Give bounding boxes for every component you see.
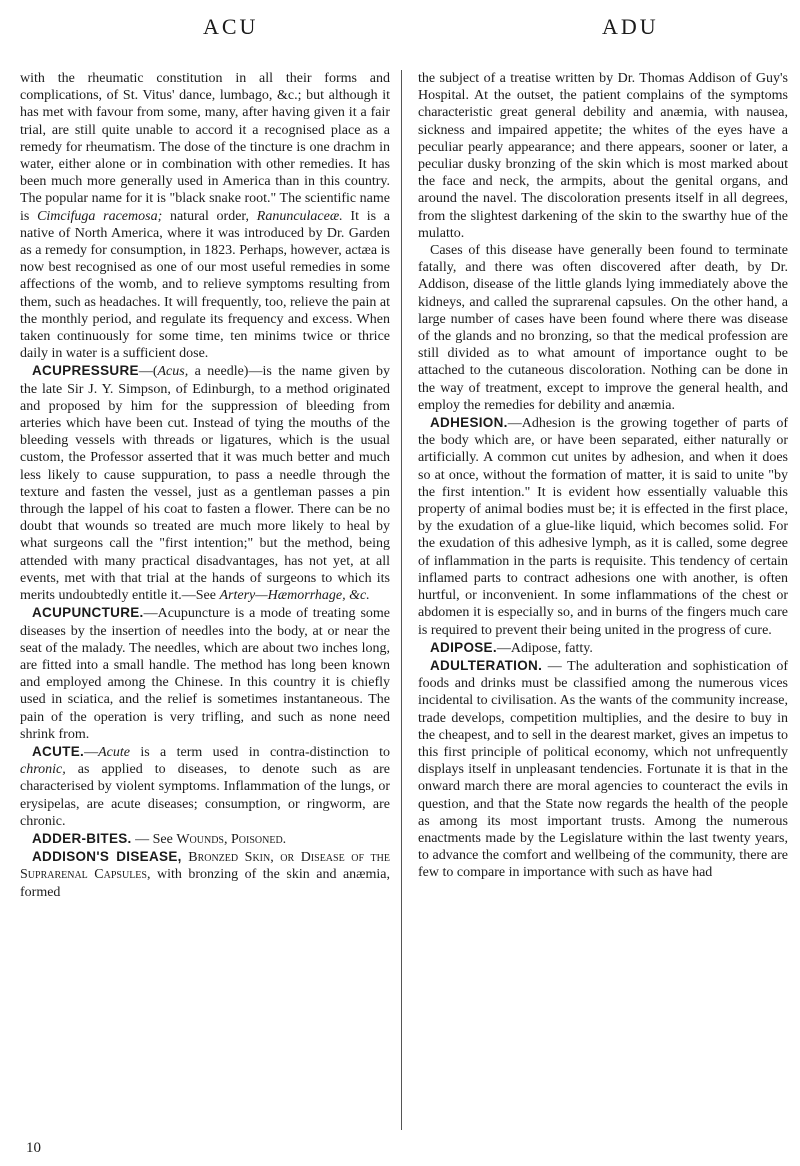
header-left-guide: ACU [203, 14, 259, 39]
right-column [418, 70, 788, 882]
header-right-guide: ADU [602, 14, 659, 39]
actaea-continuation: with the rheumatic constitution in all their forms and complications, of St. Vitus' dance, lumbago, &c.; but although it has met with favour from some, many, after having given it a fair trial, are still quite unable to accord it a recognised place as a remedy for rheumatism. The dose of the tincture is one drachm in water, either alone or in combination with other remedies. It has been much more generally used in America than in this country. The popular name for it is "black snake root." The scientific name is Cimcifuga racemosa; natural order, Ranunculaceæ. It is a native of North America, where it was introduced by Dr. Garden as a remedy for consumption, in 1823. Perhaps, however, actæa is now best recognised as one of our most useful remedies in some affections of the womb, and to relieve symptoms resulting from them, such as headaches. It will frequently, too, relieve the pain at the monthly period, and regulate its frequency and excess. When taken continuously for some time, ten minims twice or thrice daily in water is a sufficient dose. [20, 71, 390, 362]
entry-adder-bites: ADDER-BITES. — See Wounds, Poisoned. [32, 830, 287, 847]
entry-adhesion: ADHESION.—Adhesion is the growing together of parts of the body which are, or have been separated, either naturally or artificially. A common cut unites by adhesion, and when it does so at once, without the formation of matter, it is said to unite "by the first intention." It is evident how essentially valuable this property of animal bodies must be; it is effected in the first place, by the exudation of a glue-like liquid, which becomes solid. For the exudation of this adhesive lymph, as it is called, some degree of inflammation in the parts is requisite. This tendency of certain inflamed parts to contract adhesions one with another, is often hurtful, or inconvenient. In some inflammations of the chest or abdomen it is especially so, and in burns of the fingers much care is required to prevent their being united in the progress of cure. [418, 415, 788, 638]
headword-adder-bites: ADDER-BITES. [32, 830, 132, 846]
column-divider [401, 70, 402, 1130]
addison-cases-paragraph: Cases of this disease have generally been found to terminate fatally, and there was often discovered after death, by Dr. Addison, disease of the little glands lying immediately above the kidneys, and called the suprarenal capsules. On the other hand, a large number of cases have been found where there was disease of the glands and no bronzing, so that the medical profession are still divided as to what amount of importance ought to be attached to the cutaneous discoloration. Nothing can be done in the way of treatment, except to improve the general health, and employ the remedies for debility and anæmia. [418, 243, 788, 413]
headword-acupressure: ACUPRESSURE [32, 363, 139, 379]
entry-addisons-disease: ADDISON'S DISEASE, Bronzed Skin, or Disease of the Suprarenal Capsules, with bronzing of the skin and anæmia, formed [20, 849, 390, 900]
entry-acute: ACUTE.—Acute is a term used in contra-distinction to chronic, as applied to diseases, to denote such as are characterised by violent symptoms. Inflammation of the lungs, or erysipelas, are acute diseases; consumption, or ringworm, are chronic. [20, 743, 390, 829]
left-column [20, 70, 390, 901]
entry-acupuncture: ACUPUNCTURE.—Acupuncture is a mode of treating some diseases by the insertion of needles into the body, at or near the seat of the malady. The needles, which are about two inches long, are fitted into a small handle. The method has long been known and employed among the Chinese. In this country it is chiefly used in sciatica, and the relief is sometimes instantaneous. The pain of the operation is very trifling, and such as none need shrink from. [20, 605, 390, 742]
running-header [0, 14, 800, 54]
entry-acupressure: ACUPRESSURE—(Acus, a needle)—is the name given by the late Sir J. Y. Simpson, of Edinburgh, to a method originated and proposed by him for the suppression of bleeding from arteries which have been cut. Instead of tying the mouths of the bleeding vessels with threads or ligatures, which is the usual custom, the Professor asserted that it was much better and much less likely to cause suppuration, to pass a needle through the texture and fasten the vessel, just as a gentleman passes a pin through the lappel of his coat to fasten a flower. There can be no doubt that wounds so treated are much more likely to heal by what surgeons call the "first intention;" but the method, being attended with many practical disadvantages, has not yet, at all events, met with that trial at the hands of surgeons to which its merits undoubtedly entitle it.—See Artery—Hæmorrhage, &c. [20, 363, 390, 604]
headword-acupuncture: ACUPUNCTURE. [32, 605, 144, 621]
headword-acute: ACUTE. [32, 743, 85, 759]
headword-addisons-disease: ADDISON'S DISEASE, [32, 849, 182, 865]
entry-adulteration: ADULTERATION. — The adulteration and sophistication of foods and drinks must be classified among the numerous vices incidental to civilisation. As the wants of the community increase, trade develops, competition multiplies, and the desire to buy in the cheapest, and to sell in the dearest market, gives an impetus to this first principle of political economy, which not unfrequently displays itself in unpleasant tendencies. Fortunate it is that in the onward march there are moral agencies to counteract the evils in question, and that the State now regards the health of the people as among its most important trusts. Among the numerous enactments made by the Legislature within the last twenty years, to advance the comfort and wellbeing of the community, there are few to compare in importance with such as have had [418, 657, 788, 881]
cross-reference: Wounds, Poisoned. [176, 831, 287, 847]
headword-adipose: ADIPOSE. [430, 639, 497, 655]
entry-adipose: ADIPOSE.—Adipose, fatty. [430, 639, 593, 656]
cross-reference: Artery—Hæmorrhage, &c. [219, 588, 370, 604]
headword-adhesion: ADHESION. [430, 415, 508, 431]
addison-continuation: the subject of a treatise written by Dr. Thomas Addison of Guy's Hospital. At the outset, the patient complains of the symptoms characteristic great general debility and anæmia, with nausea, sickness and impaired appetite; the whites of the eyes have a peculiar pearly appearance; and there appears, sooner or later, a peculiar dusky bronzing of the skin which is most marked about the face and neck, the armpits, about the genital organs, and around the navel. The discoloration presents itself in all degrees, from the slightest darkening of the skin to the swarthy hue of the mulatto. [418, 71, 788, 241]
page-number: 10 [26, 1140, 41, 1156]
headword-adulteration: ADULTERATION. [430, 657, 543, 673]
